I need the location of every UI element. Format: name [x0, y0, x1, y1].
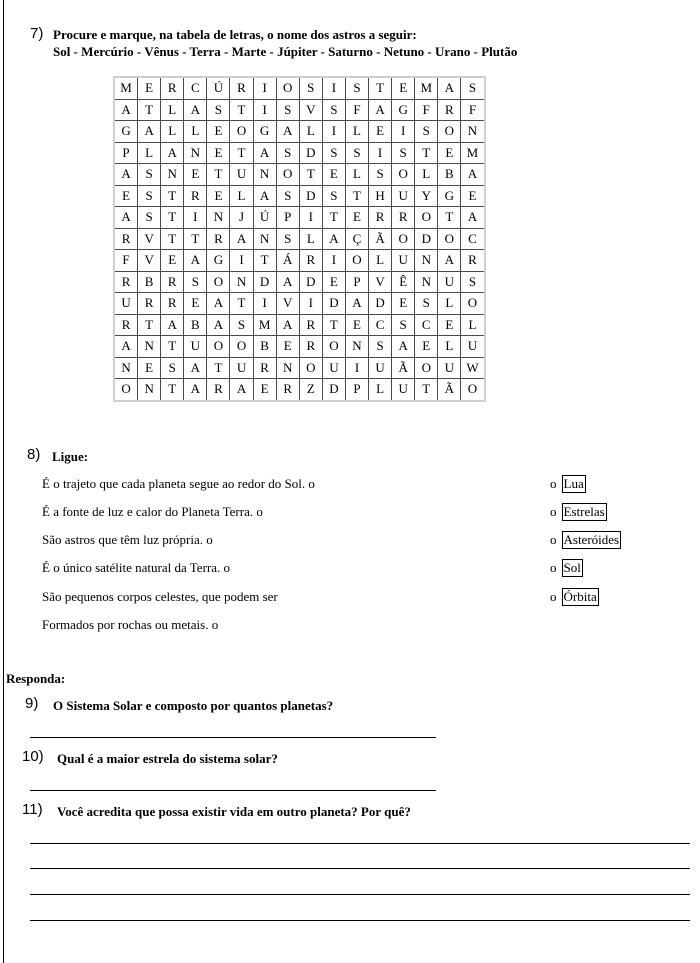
match-left-item: É o único satélite natural da Terra. o: [42, 560, 230, 575]
grid-cell[interactable]: B: [438, 164, 461, 186]
grid-cell[interactable]: D: [322, 293, 345, 315]
grid-cell[interactable]: E: [438, 142, 461, 164]
grid-cell[interactable]: Á: [276, 250, 299, 272]
match-left-item: Formados por rochas ou metais. o: [42, 617, 219, 632]
grid-cell[interactable]: I: [299, 293, 322, 315]
grid-cell[interactable]: S: [322, 99, 345, 121]
grid-cell[interactable]: L: [369, 379, 392, 401]
grid-cell[interactable]: B: [138, 271, 161, 293]
match-left-item: São astros que têm luz própria. o: [42, 532, 213, 547]
grid-cell[interactable]: E: [322, 164, 345, 186]
grid-cell[interactable]: O: [461, 293, 485, 315]
grid-cell[interactable]: Ê: [392, 271, 415, 293]
grid-cell[interactable]: D: [299, 185, 322, 207]
grid-cell[interactable]: L: [345, 121, 368, 143]
grid-cell[interactable]: T: [345, 185, 368, 207]
grid-cell[interactable]: I: [184, 207, 207, 229]
grid-cell[interactable]: R: [276, 379, 299, 401]
grid-cell[interactable]: R: [438, 99, 461, 121]
grid-cell[interactable]: S: [138, 207, 161, 229]
grid-cell[interactable]: O: [230, 121, 253, 143]
grid-cell[interactable]: U: [438, 271, 461, 293]
grid-cell[interactable]: A: [161, 142, 184, 164]
grid-cell[interactable]: L: [184, 121, 207, 143]
grid-cell[interactable]: I: [253, 77, 276, 99]
grid-cell[interactable]: S: [392, 142, 415, 164]
grid-cell[interactable]: V: [138, 228, 161, 250]
grid-cell[interactable]: A: [322, 228, 345, 250]
grid-cell[interactable]: U: [392, 379, 415, 401]
grid-cell[interactable]: S: [276, 228, 299, 250]
grid-cell[interactable]: T: [161, 228, 184, 250]
grid-cell[interactable]: E: [345, 207, 368, 229]
word-search-grid: [113, 76, 486, 402]
grid-row: [114, 121, 485, 143]
grid-cell[interactable]: A: [114, 336, 138, 358]
grid-cell[interactable]: S: [322, 142, 345, 164]
grid-cell[interactable]: E: [392, 77, 415, 99]
grid-cell[interactable]: A: [253, 185, 276, 207]
grid-cell[interactable]: A: [161, 314, 184, 336]
grid-cell[interactable]: R: [207, 228, 230, 250]
grid-cell[interactable]: Ç: [345, 228, 368, 250]
question-7-prompt: Procure e marque, na tabela de letras, o nome dos astros a seguir:: [53, 27, 417, 42]
grid-cell[interactable]: O: [461, 379, 485, 401]
grid-cell[interactable]: D: [369, 293, 392, 315]
grid-cell[interactable]: C: [184, 77, 207, 99]
grid-cell[interactable]: A: [276, 271, 299, 293]
match-right-item: [550, 588, 599, 606]
grid-cell[interactable]: R: [207, 379, 230, 401]
grid-cell[interactable]: G: [392, 99, 415, 121]
answer-line[interactable]: [30, 920, 690, 921]
grid-cell[interactable]: E: [345, 314, 368, 336]
grid-cell[interactable]: S: [207, 99, 230, 121]
grid-cell[interactable]: P: [345, 379, 368, 401]
grid-cell[interactable]: A: [276, 121, 299, 143]
match-left-item: É o trajeto que cada planeta segue ao redor do Sol. o: [42, 476, 315, 491]
grid-cell[interactable]: G: [253, 121, 276, 143]
grid-cell[interactable]: T: [322, 314, 345, 336]
grid-cell[interactable]: I: [322, 121, 345, 143]
grid-cell[interactable]: S: [276, 185, 299, 207]
grid-cell[interactable]: E: [184, 293, 207, 315]
grid-cell[interactable]: M: [461, 142, 485, 164]
grid-cell[interactable]: Ã: [392, 357, 415, 379]
grid-cell[interactable]: E: [392, 293, 415, 315]
grid-cell[interactable]: A: [438, 77, 461, 99]
grid-row: [114, 164, 485, 186]
grid-cell[interactable]: L: [230, 185, 253, 207]
grid-cell[interactable]: E: [253, 379, 276, 401]
grid-cell[interactable]: R: [161, 271, 184, 293]
grid-cell[interactable]: L: [138, 142, 161, 164]
grid-cell[interactable]: S: [299, 77, 322, 99]
grid-cell[interactable]: R: [461, 250, 485, 272]
grid-cell[interactable]: D: [299, 271, 322, 293]
grid-cell[interactable]: B: [184, 314, 207, 336]
responda-heading: Responda:: [6, 671, 66, 686]
grid-cell[interactable]: U: [438, 357, 461, 379]
question-9-number: 9): [25, 695, 39, 712]
grid-cell[interactable]: I: [299, 207, 322, 229]
grid-cell[interactable]: S: [322, 185, 345, 207]
grid-cell[interactable]: O: [438, 228, 461, 250]
grid-cell[interactable]: N: [138, 336, 161, 358]
grid-cell[interactable]: N: [161, 164, 184, 186]
grid-cell[interactable]: P: [114, 142, 138, 164]
match-bullet: o: [550, 504, 557, 519]
question-11-number: 11): [22, 801, 43, 818]
grid-cell[interactable]: T: [230, 142, 253, 164]
grid-cell[interactable]: M: [253, 314, 276, 336]
grid-cell[interactable]: N: [415, 250, 438, 272]
grid-cell[interactable]: A: [114, 207, 138, 229]
question-7-astros-list: Sol - Mercúrio - Vênus - Terra - Marte - Júpiter - Saturno - Netuno - Urano - Plutão: [53, 44, 518, 59]
match-left-item: São pequenos corpos celestes, que podem ser: [42, 589, 278, 604]
grid-cell[interactable]: T: [184, 228, 207, 250]
question-7-number: 7): [30, 25, 44, 42]
grid-row: [114, 271, 485, 293]
grid-cell[interactable]: L: [438, 336, 461, 358]
grid-row: [114, 142, 485, 164]
grid-row: [114, 185, 485, 207]
grid-cell[interactable]: N: [461, 121, 485, 143]
grid-cell[interactable]: Ú: [207, 77, 230, 99]
grid-cell[interactable]: F: [345, 99, 368, 121]
grid-cell[interactable]: O: [276, 164, 299, 186]
question-9-text: O Sistema Solar e composto por quantos planetas?: [53, 698, 334, 713]
grid-row: [114, 228, 485, 250]
grid-cell[interactable]: F: [415, 99, 438, 121]
grid-cell[interactable]: L: [369, 250, 392, 272]
question-10-number: 10): [22, 748, 44, 765]
grid-cell[interactable]: A: [230, 379, 253, 401]
answer-line[interactable]: [30, 843, 690, 844]
grid-cell[interactable]: T: [322, 207, 345, 229]
grid-cell[interactable]: I: [345, 357, 368, 379]
question-10-text: Qual é a maior estrela do sistema solar?: [57, 751, 278, 766]
grid-cell[interactable]: U: [322, 357, 345, 379]
grid-cell[interactable]: N: [184, 142, 207, 164]
grid-cell[interactable]: A: [461, 164, 485, 186]
grid-cell[interactable]: S: [184, 271, 207, 293]
grid-cell[interactable]: C: [369, 314, 392, 336]
grid-cell[interactable]: A: [253, 142, 276, 164]
grid-cell[interactable]: M: [415, 77, 438, 99]
grid-cell[interactable]: E: [461, 185, 485, 207]
grid-row: [114, 314, 485, 336]
grid-cell[interactable]: A: [230, 228, 253, 250]
match-right-item: [550, 531, 621, 549]
grid-cell[interactable]: T: [438, 207, 461, 229]
grid-cell[interactable]: T: [415, 379, 438, 401]
grid-cell[interactable]: M: [114, 77, 138, 99]
grid-cell[interactable]: O: [392, 228, 415, 250]
grid-cell[interactable]: I: [253, 99, 276, 121]
grid-cell[interactable]: S: [392, 314, 415, 336]
grid-cell[interactable]: T: [230, 293, 253, 315]
grid-cell[interactable]: A: [345, 293, 368, 315]
grid-cell[interactable]: A: [392, 336, 415, 358]
grid-cell[interactable]: A: [114, 164, 138, 186]
grid-cell[interactable]: A: [114, 99, 138, 121]
page-left-border: [3, 0, 4, 963]
grid-cell[interactable]: T: [138, 314, 161, 336]
grid-cell[interactable]: T: [369, 77, 392, 99]
grid-cell[interactable]: A: [276, 314, 299, 336]
grid-cell[interactable]: D: [299, 142, 322, 164]
grid-cell[interactable]: S: [369, 336, 392, 358]
grid-row: [114, 99, 485, 121]
grid-cell[interactable]: S: [138, 164, 161, 186]
grid-cell[interactable]: T: [299, 164, 322, 186]
grid-cell[interactable]: N: [230, 271, 253, 293]
grid-cell[interactable]: P: [345, 271, 368, 293]
grid-cell[interactable]: R: [114, 228, 138, 250]
grid-cell[interactable]: A: [369, 99, 392, 121]
grid-cell[interactable]: S: [276, 142, 299, 164]
grid-cell[interactable]: N: [253, 164, 276, 186]
grid-cell[interactable]: L: [299, 121, 322, 143]
grid-cell[interactable]: R: [114, 314, 138, 336]
grid-cell[interactable]: O: [207, 271, 230, 293]
grid-cell[interactable]: R: [161, 293, 184, 315]
grid-cell[interactable]: S: [461, 77, 485, 99]
grid-cell[interactable]: G: [438, 185, 461, 207]
grid-cell[interactable]: A: [138, 121, 161, 143]
match-answer-box: Asteróides: [563, 532, 620, 547]
grid-cell[interactable]: F: [114, 250, 138, 272]
grid-cell[interactable]: R: [161, 77, 184, 99]
grid-cell[interactable]: T: [161, 379, 184, 401]
grid-cell[interactable]: R: [299, 314, 322, 336]
grid-cell[interactable]: E: [276, 336, 299, 358]
grid-cell[interactable]: T: [253, 250, 276, 272]
grid-cell[interactable]: N: [345, 336, 368, 358]
question-8-number: 8): [27, 446, 41, 463]
grid-cell[interactable]: T: [138, 99, 161, 121]
grid-cell[interactable]: N: [207, 207, 230, 229]
grid-cell[interactable]: S: [415, 293, 438, 315]
grid-cell[interactable]: R: [114, 271, 138, 293]
grid-cell[interactable]: N: [138, 379, 161, 401]
grid-cell[interactable]: R: [369, 207, 392, 229]
grid-cell[interactable]: D: [322, 379, 345, 401]
grid-cell[interactable]: E: [415, 336, 438, 358]
grid-cell[interactable]: E: [161, 250, 184, 272]
grid-cell[interactable]: C: [415, 314, 438, 336]
grid-row: [114, 379, 485, 401]
grid-cell[interactable]: Z: [299, 379, 322, 401]
grid-cell[interactable]: T: [415, 142, 438, 164]
grid-cell[interactable]: I: [322, 77, 345, 99]
grid-cell[interactable]: E: [114, 185, 138, 207]
grid-cell[interactable]: I: [230, 250, 253, 272]
grid-cell[interactable]: U: [230, 164, 253, 186]
grid-cell[interactable]: U: [230, 357, 253, 379]
grid-cell[interactable]: S: [276, 99, 299, 121]
grid-cell[interactable]: A: [184, 379, 207, 401]
match-bullet: o: [550, 589, 557, 604]
match-answer-box: Órbita: [563, 589, 597, 604]
grid-cell[interactable]: E: [369, 121, 392, 143]
grid-cell[interactable]: H: [369, 185, 392, 207]
match-bullet: o: [550, 560, 557, 575]
grid-cell[interactable]: N: [276, 357, 299, 379]
grid-cell[interactable]: N: [114, 357, 138, 379]
match-right-item: [550, 503, 607, 521]
grid-cell[interactable]: E: [207, 185, 230, 207]
question-8-title: Ligue:: [52, 449, 89, 464]
grid-row: [114, 293, 485, 315]
match-answer-box: Lua: [563, 476, 584, 491]
grid-row: [114, 357, 485, 379]
grid-cell[interactable]: U: [369, 357, 392, 379]
grid-cell[interactable]: N: [253, 228, 276, 250]
grid-cell[interactable]: S: [230, 314, 253, 336]
grid-cell[interactable]: G: [114, 121, 138, 143]
grid-cell[interactable]: L: [299, 228, 322, 250]
grid-cell[interactable]: A: [207, 314, 230, 336]
match-right-item: [550, 475, 586, 493]
grid-cell[interactable]: I: [322, 250, 345, 272]
answer-line[interactable]: [30, 790, 436, 791]
grid-cell[interactable]: A: [207, 293, 230, 315]
grid-cell[interactable]: C: [461, 228, 485, 250]
grid-cell[interactable]: U: [392, 185, 415, 207]
answer-line[interactable]: [30, 737, 436, 738]
grid-cell[interactable]: I: [253, 293, 276, 315]
match-right-item: [550, 559, 583, 577]
grid-cell[interactable]: R: [184, 185, 207, 207]
grid-row: [114, 77, 485, 99]
grid-cell[interactable]: E: [322, 271, 345, 293]
grid-cell[interactable]: Ú: [253, 207, 276, 229]
match-answer-box: Sol: [563, 560, 581, 575]
grid-cell[interactable]: E: [207, 142, 230, 164]
grid-cell[interactable]: D: [415, 228, 438, 250]
grid-cell[interactable]: L: [415, 164, 438, 186]
grid-cell[interactable]: V: [276, 293, 299, 315]
grid-cell[interactable]: S: [369, 164, 392, 186]
grid-cell[interactable]: I: [369, 142, 392, 164]
grid-cell[interactable]: A: [438, 250, 461, 272]
grid-cell[interactable]: Ã: [438, 379, 461, 401]
grid-cell[interactable]: T: [207, 357, 230, 379]
grid-cell[interactable]: R: [253, 357, 276, 379]
grid-cell[interactable]: O: [114, 379, 138, 401]
grid-cell[interactable]: O: [438, 121, 461, 143]
grid-cell[interactable]: J: [230, 207, 253, 229]
grid-cell[interactable]: L: [438, 293, 461, 315]
grid-cell[interactable]: T: [230, 99, 253, 121]
grid-cell[interactable]: O: [392, 164, 415, 186]
question-11-text: Você acredita que possa existir vida em outro planeta? Por quê?: [57, 804, 411, 819]
grid-cell[interactable]: O: [299, 357, 322, 379]
grid-cell[interactable]: G: [207, 250, 230, 272]
grid-cell[interactable]: R: [299, 336, 322, 358]
grid-cell[interactable]: N: [415, 271, 438, 293]
grid-cell[interactable]: E: [138, 357, 161, 379]
grid-cell[interactable]: T: [207, 164, 230, 186]
answer-line[interactable]: [30, 868, 690, 869]
grid-row: [114, 250, 485, 272]
match-bullet: o: [550, 532, 557, 547]
grid-cell[interactable]: V: [369, 271, 392, 293]
grid-cell[interactable]: U: [114, 293, 138, 315]
grid-cell[interactable]: E: [207, 121, 230, 143]
grid-cell[interactable]: O: [276, 77, 299, 99]
grid-cell[interactable]: S: [415, 121, 438, 143]
grid-cell[interactable]: O: [415, 357, 438, 379]
grid-cell[interactable]: S: [138, 185, 161, 207]
grid-cell[interactable]: T: [161, 336, 184, 358]
grid-cell[interactable]: O: [415, 207, 438, 229]
grid-cell[interactable]: V: [299, 99, 322, 121]
grid-cell[interactable]: O: [345, 250, 368, 272]
grid-cell[interactable]: Y: [415, 185, 438, 207]
grid-cell[interactable]: E: [184, 164, 207, 186]
grid-cell[interactable]: Ã: [369, 228, 392, 250]
grid-cell[interactable]: L: [161, 121, 184, 143]
grid-cell[interactable]: W: [461, 357, 485, 379]
grid-cell[interactable]: O: [230, 336, 253, 358]
grid-cell[interactable]: I: [392, 121, 415, 143]
grid-cell[interactable]: B: [253, 336, 276, 358]
grid-cell[interactable]: P: [276, 207, 299, 229]
grid-cell[interactable]: S: [161, 357, 184, 379]
grid-row: [114, 207, 485, 229]
grid-cell[interactable]: L: [161, 99, 184, 121]
grid-cell[interactable]: D: [253, 271, 276, 293]
answer-line[interactable]: [30, 894, 690, 895]
grid-cell[interactable]: T: [161, 207, 184, 229]
grid-cell[interactable]: O: [207, 336, 230, 358]
grid-cell[interactable]: F: [461, 99, 485, 121]
grid-cell[interactable]: R: [230, 77, 253, 99]
grid-cell[interactable]: L: [461, 314, 485, 336]
match-left-item: É a fonte de luz e calor do Planeta Terra. o: [42, 504, 263, 519]
grid-cell[interactable]: U: [184, 336, 207, 358]
grid-cell[interactable]: U: [461, 336, 485, 358]
grid-cell[interactable]: T: [161, 185, 184, 207]
grid-cell[interactable]: S: [461, 271, 485, 293]
grid-cell[interactable]: S: [345, 77, 368, 99]
match-bullet: o: [550, 476, 557, 491]
grid-row: [114, 336, 485, 358]
grid-cell[interactable]: S: [345, 142, 368, 164]
grid-cell[interactable]: E: [438, 314, 461, 336]
grid-cell[interactable]: R: [299, 250, 322, 272]
grid-cell[interactable]: O: [322, 336, 345, 358]
grid-cell[interactable]: E: [138, 77, 161, 99]
grid-cell[interactable]: L: [345, 164, 368, 186]
grid-cell[interactable]: A: [184, 357, 207, 379]
grid-cell[interactable]: A: [461, 207, 485, 229]
match-answer-box: Estrelas: [563, 504, 605, 519]
grid-cell[interactable]: A: [184, 99, 207, 121]
grid-cell[interactable]: A: [184, 250, 207, 272]
grid-cell[interactable]: V: [138, 250, 161, 272]
grid-cell[interactable]: R: [392, 207, 415, 229]
grid-cell[interactable]: R: [138, 293, 161, 315]
grid-cell[interactable]: U: [392, 250, 415, 272]
